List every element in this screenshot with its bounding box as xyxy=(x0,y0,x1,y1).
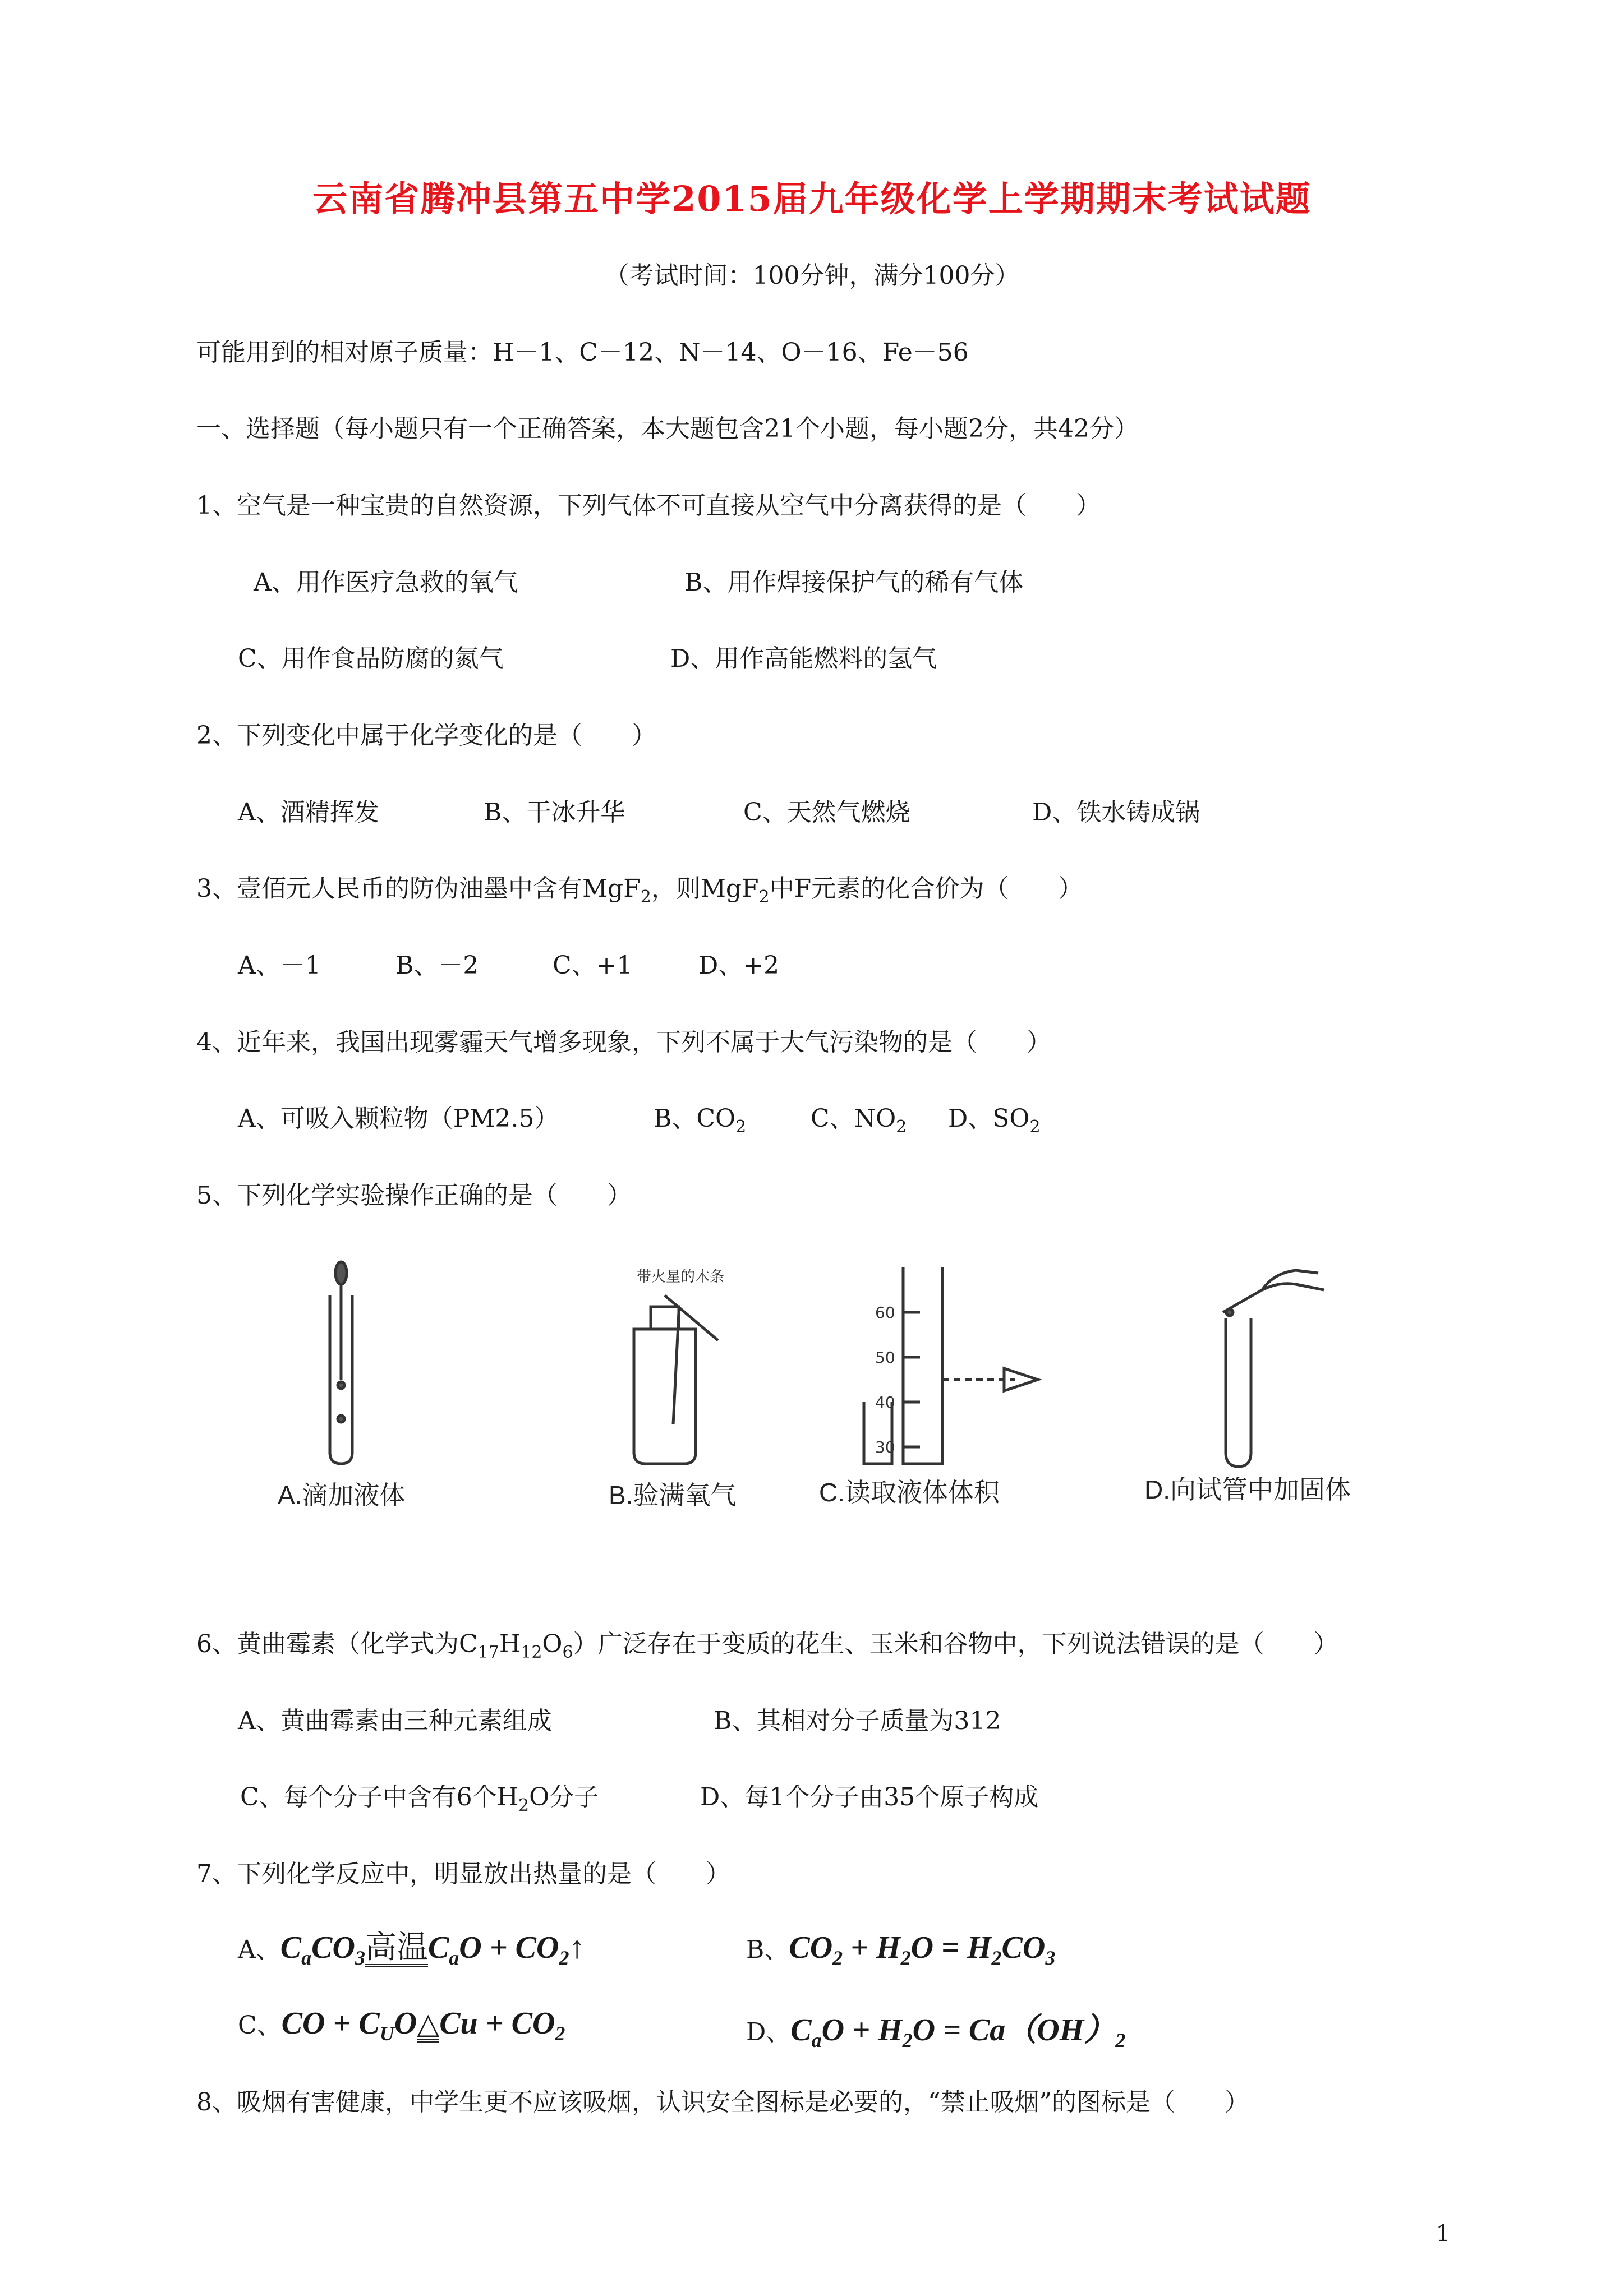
question-2-option-d: D、铁水铸成锅 xyxy=(1032,798,1200,827)
question-2-option-b: B、干冰升华 xyxy=(484,798,625,827)
question-1-stem: 1、空气是一种宝贵的自然资源，下列气体不可直接从空气中分离获得的是（ ） xyxy=(196,491,1101,520)
figure-a-dropper-icon xyxy=(330,1262,352,1464)
question-8-stem: 8、吸烟有害健康，中学生更不应该吸烟，认识安全图标是必要的，“禁止吸烟”的图标是（ ） xyxy=(196,2088,1249,2117)
page-number: 1 xyxy=(1436,2221,1450,2247)
question-1-option-a: A、用作医疗急救的氧气 xyxy=(254,568,518,597)
figure-c-tick-60: 60 xyxy=(875,1303,895,1322)
exam-info: （考试时间：100分钟，满分100分） xyxy=(604,261,1020,290)
page-title: 云南省腾冲县第五中学2015届九年级化学上学期期末考试试题 xyxy=(312,178,1312,219)
question-3-option-b: B、－2 xyxy=(395,951,479,980)
question-3-option-a: A、－1 xyxy=(238,951,321,980)
question-4-stem: 4、近年来，我国出现雾霾天气增多现象，下列不属于大气污染物的是（ ） xyxy=(196,1028,1051,1057)
question-4-option-c: C、$NO_2$ xyxy=(811,1104,907,1137)
question-6-option-b: B、其相对分子质量为312 xyxy=(714,1707,1001,1735)
figure-b-caption: B.验满氧气 xyxy=(609,1481,737,1510)
question-3-stem: 3、壹佰元人民币的防伪油墨中含有MgF$_2$，则MgF$_2$中F元素的化合价为（ ） xyxy=(196,874,1083,907)
question-2-option-c: C、天然气燃烧 xyxy=(743,798,910,827)
question-6-option-c: C、每个分子中含有6个$H_2O$分子 xyxy=(240,1783,599,1815)
question-6-option-a: A、黄曲霉素由三种元素组成 xyxy=(238,1707,552,1735)
question-4-option-d: D、$SO_2$ xyxy=(948,1104,1041,1137)
question-1-option-d: D、用作高能燃料的氢气 xyxy=(670,644,937,673)
question-4-option-a: A、可吸入颗粒物（PM2.5） xyxy=(238,1104,559,1133)
figure-a-caption: A.滴加液体 xyxy=(278,1481,406,1510)
question-1-option-c: C、用作食品防腐的氮气 xyxy=(238,644,504,673)
question-7-option-c: C、CO + $C_UO\triangle Cu + CO_2$ xyxy=(238,2006,565,2045)
question-7-option-a: A、$C_aCO_3$高温$C_aO$ + $CO_2↑$ xyxy=(238,1929,585,1970)
figure-d-caption: D.向试管中加固体 xyxy=(1144,1475,1351,1504)
question-5-stem: 5、下列化学实验操作正确的是（ ） xyxy=(196,1181,632,1210)
question-3-option-c: C、+1 xyxy=(553,951,633,980)
section-heading: 一、选择题（每小题只有一个正确答案，本大题包含21个小题，每小题2分，共42分） xyxy=(196,414,1139,443)
atomic-masses: 可能用到的相对原子质量：H－1、C－12、N－14、O－16、Fe－56 xyxy=(196,338,969,367)
question-4-option-b: B、$CO_2$ xyxy=(654,1104,747,1137)
figure-b-tag: 带火星的木条 xyxy=(637,1269,725,1285)
figure-c-tick-30: 30 xyxy=(875,1438,895,1456)
question-2-option-a: A、酒精挥发 xyxy=(238,798,379,827)
figure-c-tick-40: 40 xyxy=(875,1393,895,1412)
question-3-option-d: D、+2 xyxy=(698,951,780,980)
question-7-stem: 7、下列化学反应中，明显放出热量的是（ ） xyxy=(196,1860,730,1888)
question-7-option-d: D、$C_aO + H_2O = Ca(OH)_2$ xyxy=(746,2013,1126,2052)
question-6-stem: 6、黄曲霉素（化学式为$C_{17}H_{12}O_6$）广泛存在于变质的花生、玉米和谷物中，下列说法错误的是（ ） xyxy=(196,1630,1338,1662)
figure-c-tick-50: 50 xyxy=(875,1348,895,1367)
experiment-figures xyxy=(269,1251,1391,1525)
figure-b-bottle-icon xyxy=(634,1295,718,1464)
question-7-option-b: B、$CO_2 + H_2O = H_2CO_3$ xyxy=(746,1930,1056,1970)
question-6-option-d: D、每1个分子由35个原子构成 xyxy=(700,1783,1039,1811)
question-2-stem: 2、下列变化中属于化学变化的是（ ） xyxy=(196,721,656,750)
figure-c-caption: C.读取液体体积 xyxy=(819,1478,1000,1507)
question-1-option-b: B、用作焊接保护气的稀有气体 xyxy=(684,568,1024,597)
figure-d-hand-tube-icon xyxy=(1223,1270,1324,1467)
